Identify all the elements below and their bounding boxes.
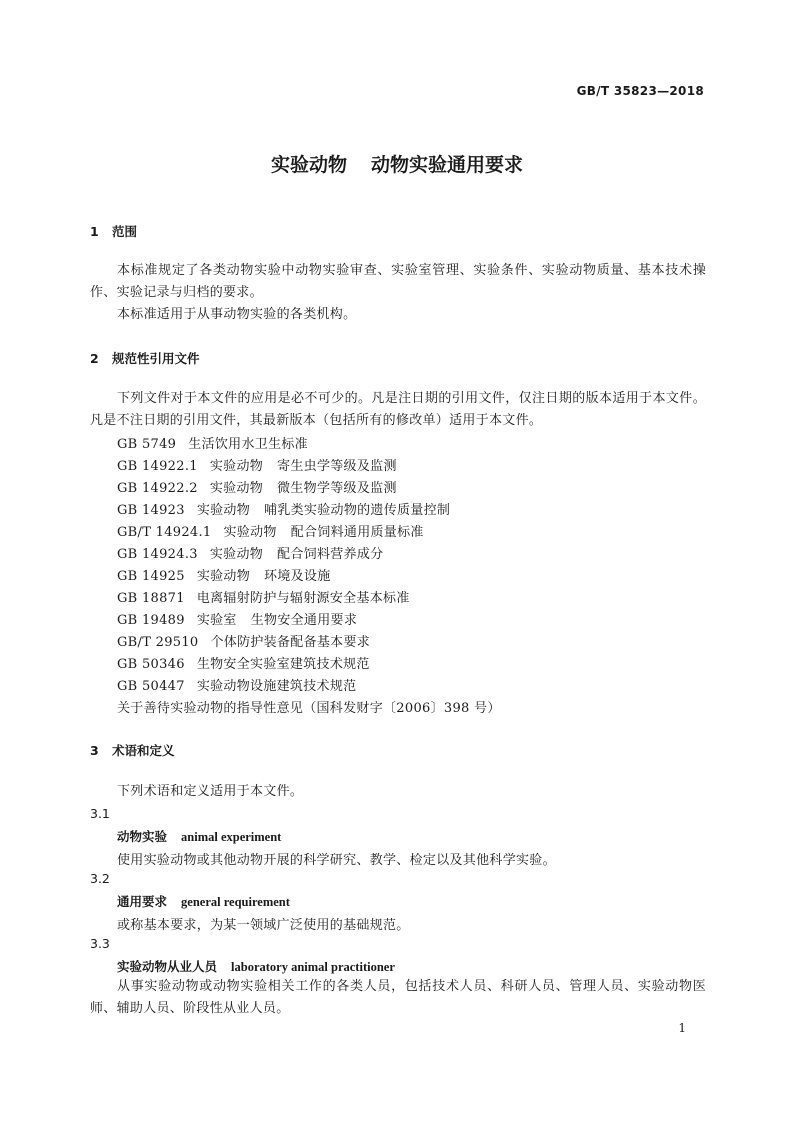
- section-number: 2: [90, 351, 99, 366]
- clause-number: 3.2: [90, 871, 110, 886]
- section-title: 术语和定义: [112, 743, 175, 758]
- section-number: 3: [90, 743, 99, 758]
- reference-item: GB/T 29510 个体防护装备配备基本要求: [117, 635, 371, 650]
- normative-refs-intro: 下列文件对于本文件的应用是必不可少的。凡是注日期的引用文件，仅注日期的版本适用于本文件。凡是不注日期的引用文件，其最新版本（包括所有的修改单）适用于本文件。: [90, 391, 706, 428]
- scope-paragraph-2: 本标准适用于从事动物实验的各类机构。: [117, 307, 357, 322]
- term-entry: 动物实验 animal experiment: [117, 829, 282, 844]
- reference-item: GB 50346 生物安全实验室建筑技术规范: [117, 657, 370, 672]
- reference-item: GB 50447 实验动物设施建筑技术规范: [117, 679, 357, 694]
- reference-item-guideline: 关于善待实验动物的指导性意见（国科发财字〔2006〕398 号）: [117, 701, 501, 716]
- title-part-1: 实验动物: [270, 154, 347, 176]
- section-heading-scope: [90, 222, 137, 240]
- reference-item: GB 5749 生活饮用水卫生标准: [117, 437, 308, 452]
- reference-item: GB 19489 实验室 生物安全通用要求: [117, 613, 358, 628]
- reference-item: GB 14922.1 实验动物 寄生虫学等级及监测: [117, 459, 397, 474]
- section-title: 规范性引用文件: [112, 351, 200, 366]
- section-title: 范围: [112, 224, 138, 239]
- reference-item: GB 14922.2 实验动物 微生物学等级及监测: [117, 481, 397, 496]
- standard-number: GB/T 35823—2018: [576, 84, 704, 98]
- term-entry: 实验动物从业人员 laboratory animal practitioner: [117, 959, 395, 974]
- term-definition: 或称基本要求，为某一领域广泛使用的基础规范。: [117, 918, 410, 933]
- section-heading-normative-refs: [90, 349, 200, 367]
- section-number: 1: [90, 224, 99, 239]
- term-definition: 从事实验动物或动物实验相关工作的各类人员，包括技术人员、科研人员、管理人员、实验动物医师、辅助人员、阶段性从业人员。: [90, 979, 706, 1016]
- document-title: [0, 150, 794, 177]
- reference-item: GB 18871 电离辐射防护与辐射源安全基本标准: [117, 591, 410, 606]
- clause-number: 3.1: [90, 806, 110, 821]
- reference-item: GB 14924.3 实验动物 配合饲料营养成分: [117, 547, 384, 562]
- reference-item: GB 14923 实验动物 哺乳类实验动物的遗传质量控制: [117, 503, 451, 518]
- section-heading-terms: [90, 741, 175, 759]
- terms-intro: 下列术语和定义适用于本文件。: [117, 784, 304, 799]
- clause-number: 3.3: [90, 936, 110, 951]
- scope-paragraph-1: 本标准规定了各类动物实验中动物实验审查、实验室管理、实验条件、实验动物质量、基本技术操作、实验记录与归档的要求。: [90, 263, 706, 300]
- title-part-2: 动物实验通用要求: [371, 154, 524, 176]
- reference-item: GB/T 14924.1 实验动物 配合饲料通用质量标准: [117, 525, 424, 540]
- page-number: 1: [678, 1021, 686, 1035]
- term-definition: 使用实验动物或其他动物开展的科学研究、教学、检定以及其他科学实验。: [117, 853, 556, 868]
- reference-item: GB 14925 实验动物 环境及设施: [117, 569, 331, 584]
- term-entry: 通用要求 general requirement: [117, 894, 290, 909]
